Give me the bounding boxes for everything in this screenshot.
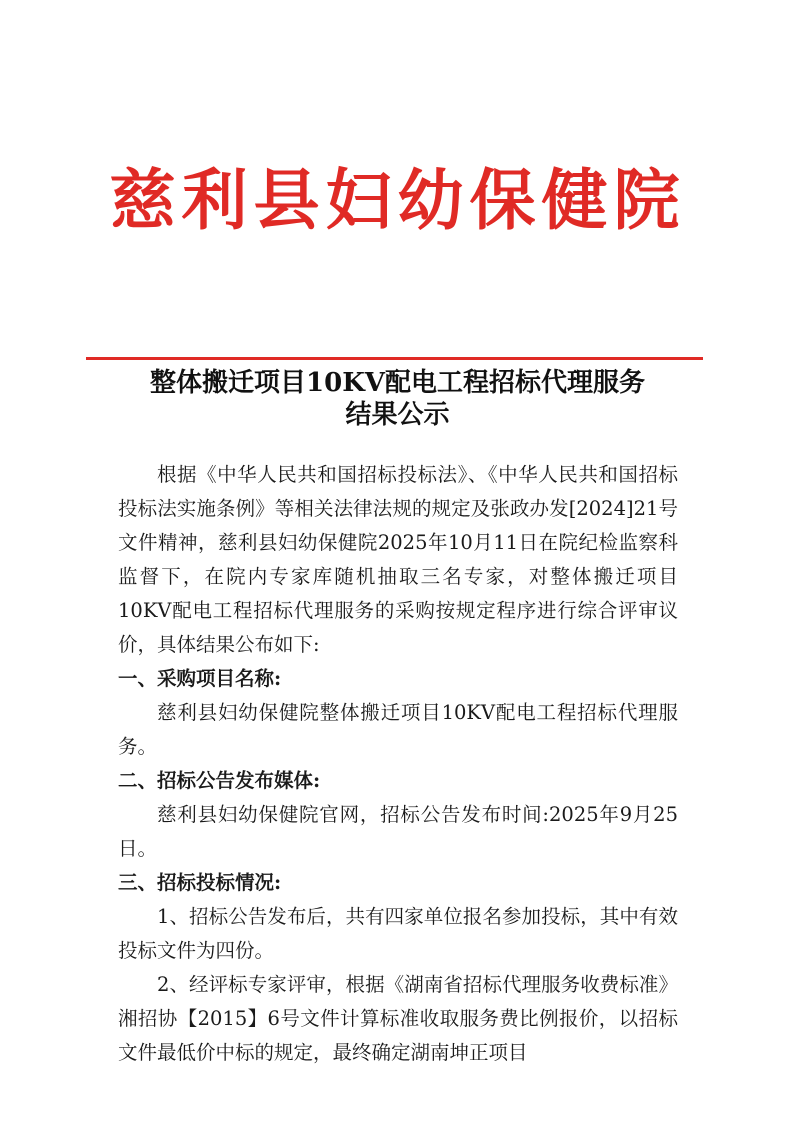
document-title-line1: 整体搬迁项目10KV配电工程招标代理服务: [150, 368, 645, 398]
section1-text: 慈利县妇幼保健院整体搬迁项目10KV配电工程招标代理服务。: [118, 701, 678, 758]
organization-header: 慈利县妇幼保健院: [109, 161, 686, 239]
section3-item1: 1、招标公告发布后，共有四家单位报名参加投标，其中有效投标文件为四份。: [118, 905, 678, 962]
section3-heading: 三、招标投标情况:: [118, 871, 282, 894]
document-body: [118, 458, 678, 1070]
section2-text: 慈利县妇幼保健院官网，招标公告发布时间:2025年9月25日。: [118, 803, 678, 860]
header-divider: [86, 357, 703, 360]
section3-item2: 2、经评标专家评审，根据《湖南省招标代理服务收费标准》湘招协【2015】6号文件计算标准收取服务费比例报价，以招标文件最低价中标的规定，最终确定湖南坤正项目: [118, 973, 678, 1064]
intro-paragraph: 根据《中华人民共和国招标投标法》、《中华人民共和国招标投标法实施条例》等相关法律法规的规定及张政办发[2024]21号文件精神，慈利县妇幼保健院2025年10月11日在院纪检监察科监督下，在院内专家库随机抽取三名专家，对整体搬迁项目10KV配电工程招标代理服务的采购按规定程序进行综合评审议价，具体结果公布如下:: [118, 463, 678, 656]
section1-heading: 一、采购项目名称:: [118, 667, 282, 690]
document-title-line2: 结果公示: [345, 400, 450, 430]
section2-heading: 二、招标公告发布媒体:: [118, 769, 321, 792]
